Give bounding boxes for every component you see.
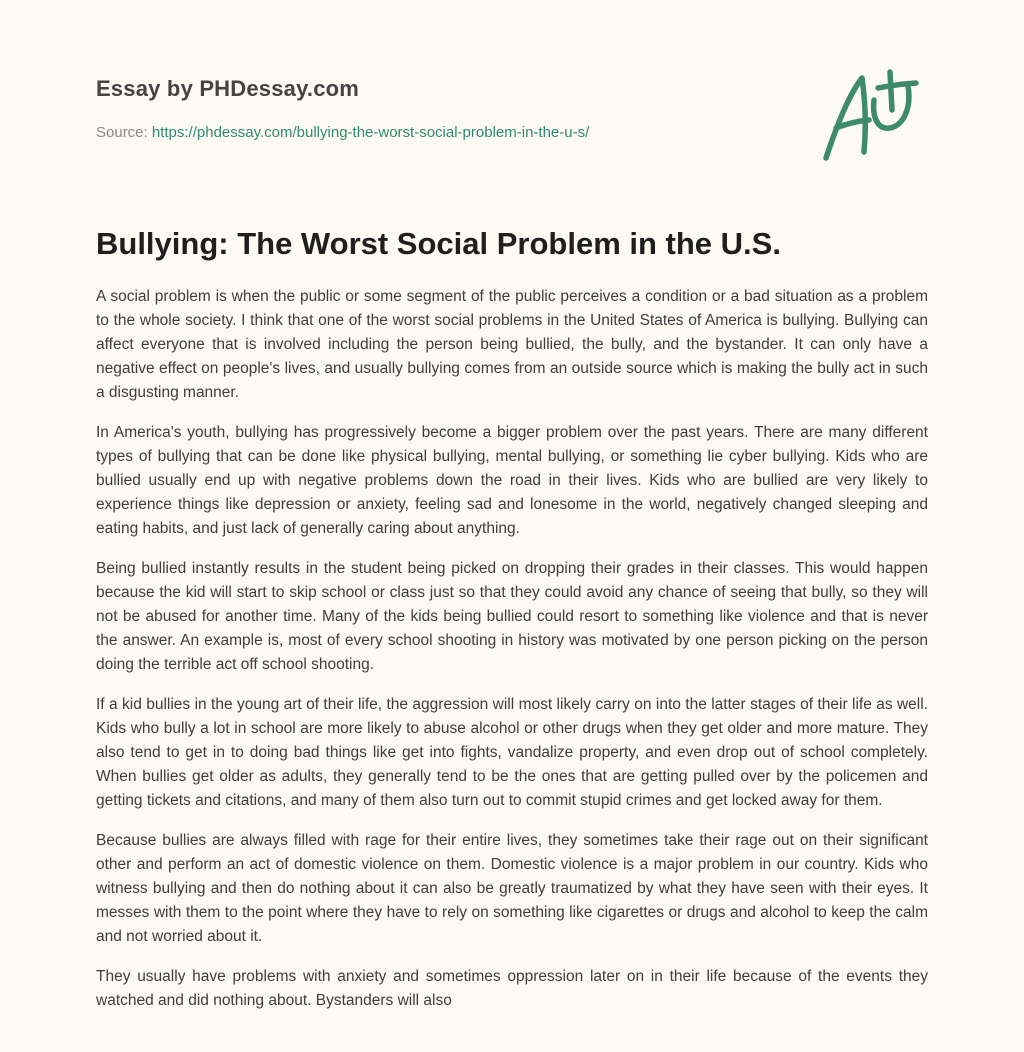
a-plus-grade-logo-icon	[822, 66, 930, 166]
essay-body	[96, 285, 928, 1029]
essay-paragraph: They usually have problems with anxiety and sometimes oppression later on in their life because of the events they watched and did nothing about. Bystanders will also	[96, 968, 928, 1009]
essay-paragraph: If a kid bullies in the young art of their life, the aggression will most likely carry on into the latter stages of their life as well. Kids who bully a lot in school are more likely to abuse alcohol or other drugs when they get older and more mature. They also tend to get in to doing bad things like get into fights, vandalize property, and even drop out of school completely. When bullies get older as adults, they generally tend to be the ones that are getting pulled over by the policemen and getting tickets and citations, and many of them also turn out to commit stupid crimes and get locked away for them.	[96, 696, 928, 809]
site-brand: Essay by PHDessay.com	[96, 76, 360, 101]
essay-paragraph: A social problem is when the public or some segment of the public perceives a condition or a bad situation as a problem to the whole society. I think that one of the worst social problems in the United States of America is bullying. Bullying can affect everyone that is involved including the person being bullied, the bully, and the bystander. It can only have a negative effect on people's lives, and usually bullying comes from an outside source which is making the bully act in such a disgusting manner.	[96, 288, 928, 401]
source-line	[96, 124, 589, 141]
essay-paragraph: Being bullied instantly results in the student being picked on dropping their grades in their classes. This would happen because the kid will start to skip school or class just so that they could avoid any chance of seeing that bully, so they will not be abused for another time. Many of the kids being bullied could resort to something like violence and that is never the answer. An example is, most of every school shooting in history was motivated by one person picking on the person doing the terrible act off school shooting.	[96, 560, 928, 673]
essay-title: Bullying: The Worst Social Problem in the U.S.	[96, 226, 781, 261]
source-link[interactable]: https://phdessay.com/bullying-the-worst-social-problem-in-the-u-s/	[151, 124, 590, 141]
source-label: Source:	[96, 124, 148, 141]
essay-paragraph: Because bullies are always filled with rage for their entire lives, they sometimes take their rage out on their significant other and perform an act of domestic violence on them. Domestic violence is a major problem in our country. Kids who witness bullying and then do nothing about it can also be greatly traumatized by what they have seen with their eyes. It messes with them to the point where they have to rely on something like cigarettes or drugs and alcohol to keep the calm and not worried about it.	[96, 832, 928, 945]
essay-paragraph: In America's youth, bullying has progressively become a bigger problem over the past years. There are many different types of bullying that can be done like physical bullying, mental bullying, or something lie cyber bullying. Kids who are bullied usually end up with negative problems down the road in their lives. Kids who are bullied are very likely to experience things like depression or anxiety, feeling sad and lonesome in the world, negatively changed sleeping and eating habits, and just lack of generally caring about anything.	[96, 424, 928, 537]
